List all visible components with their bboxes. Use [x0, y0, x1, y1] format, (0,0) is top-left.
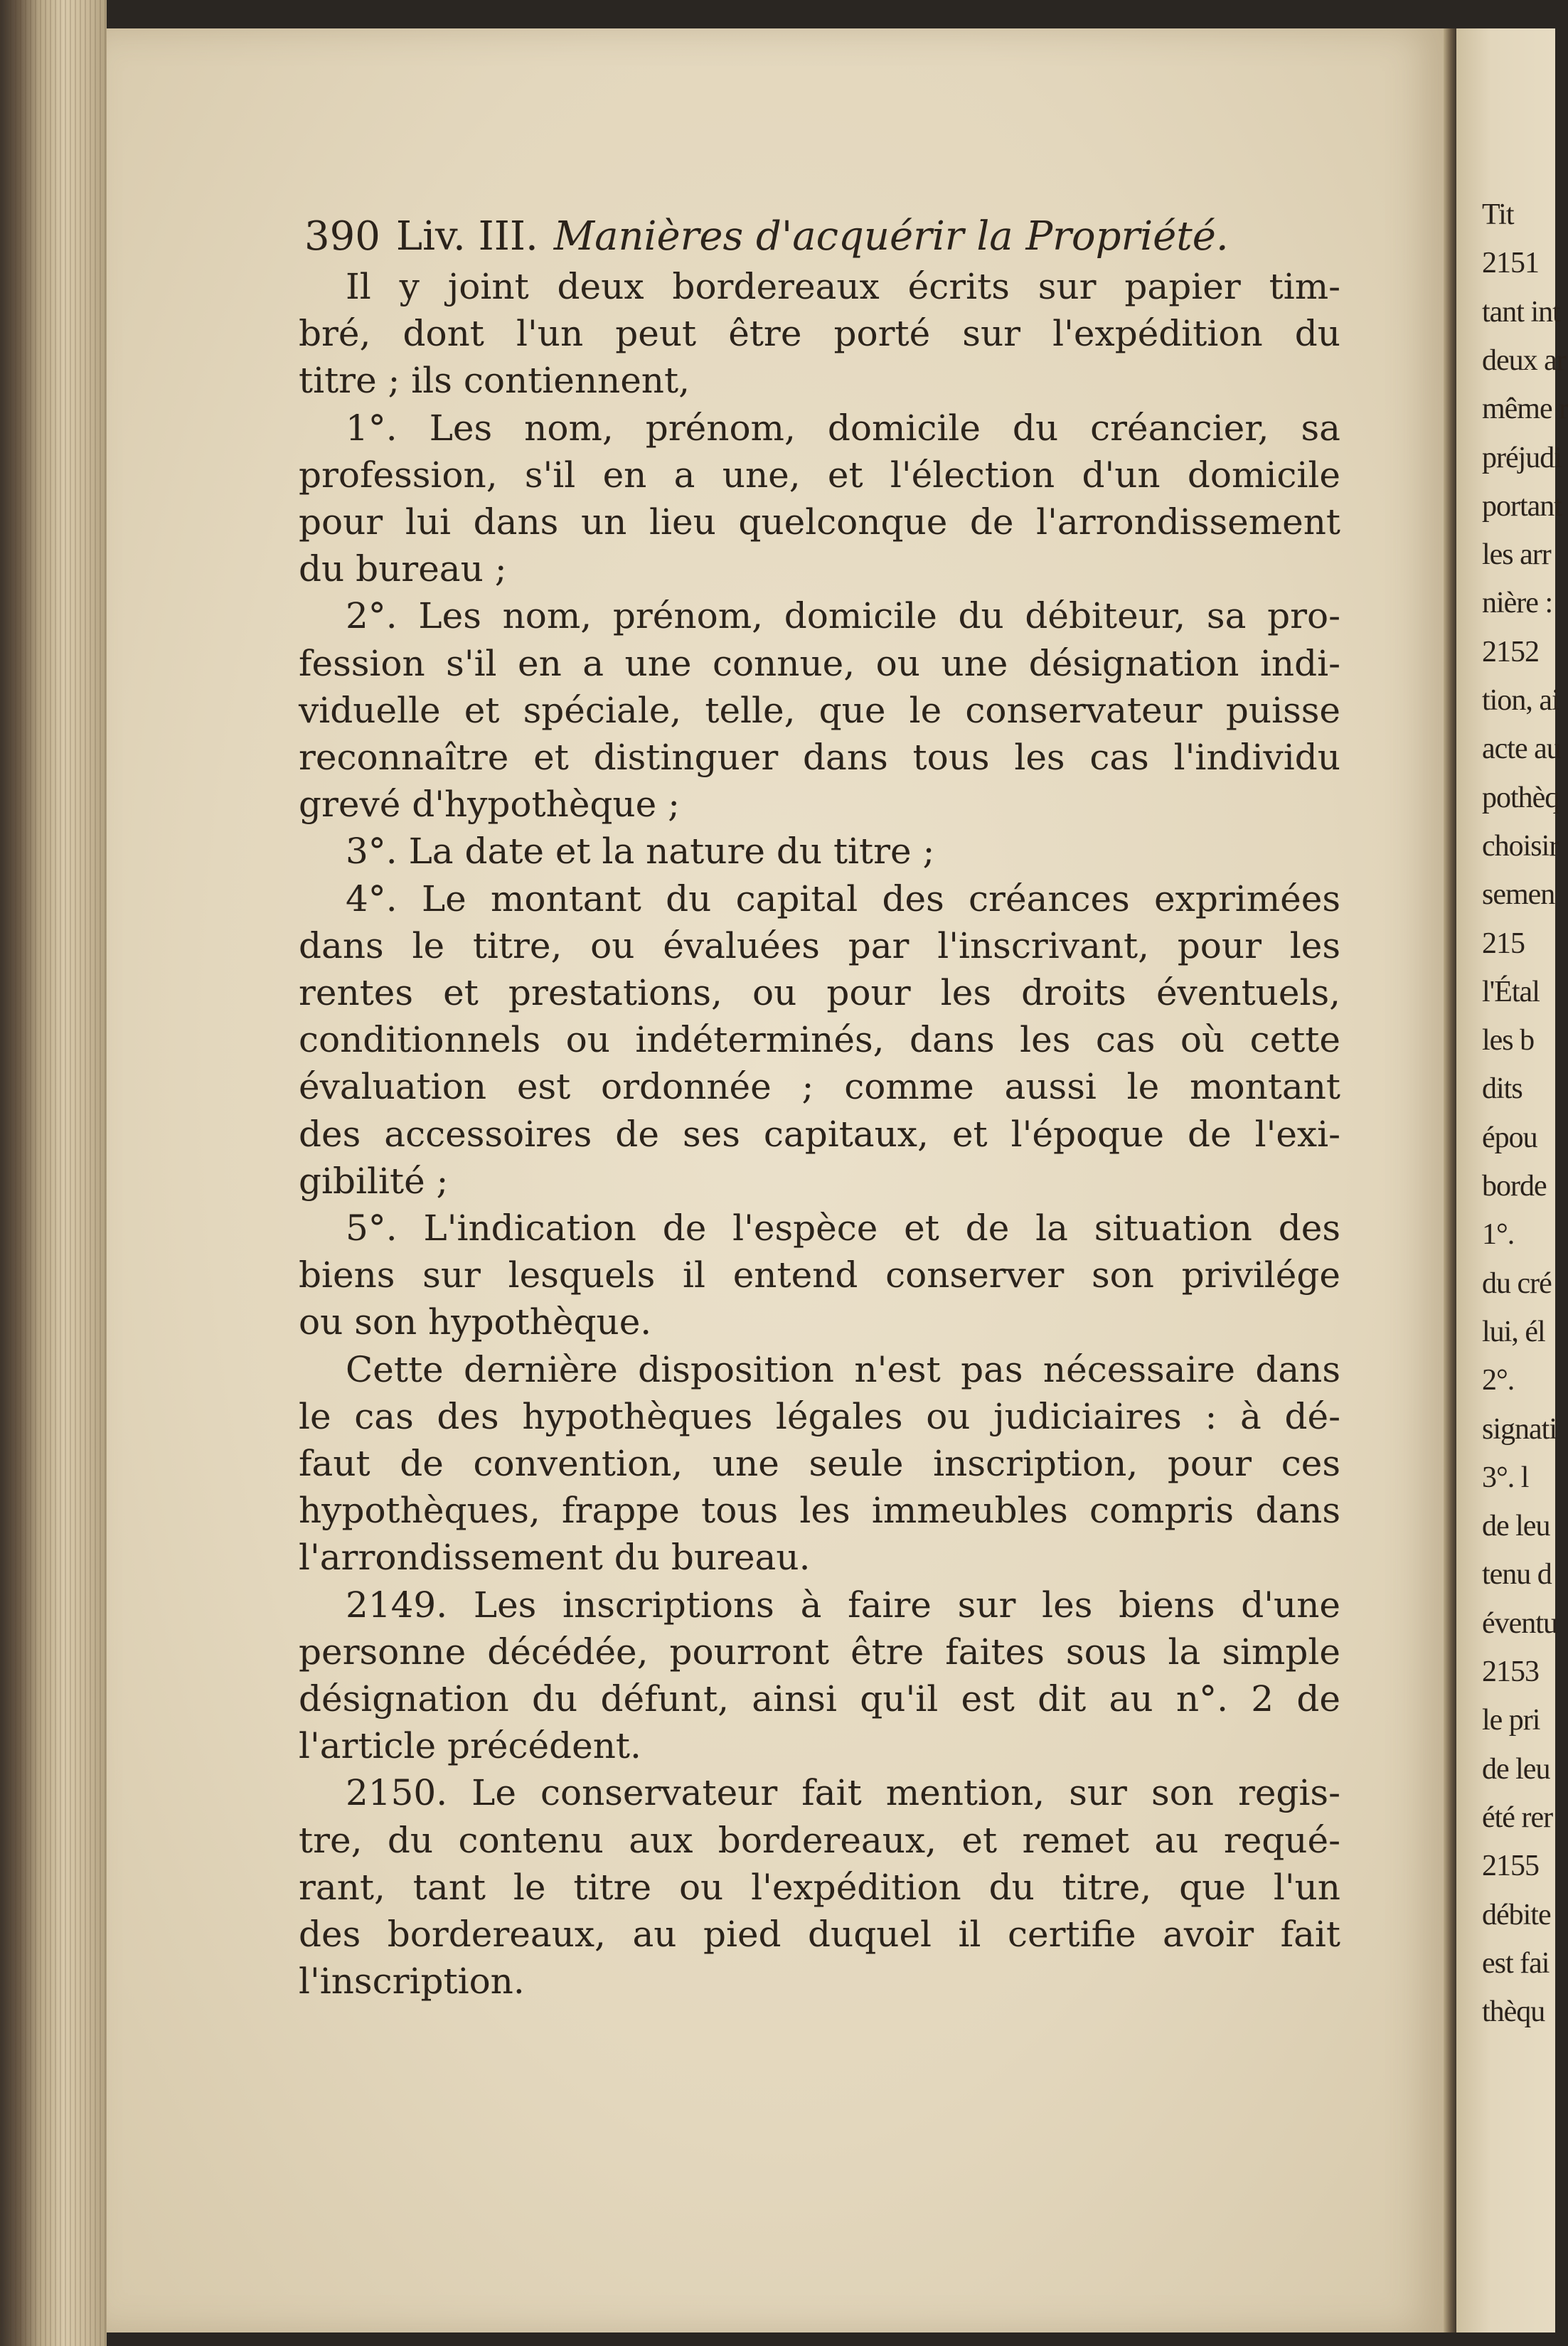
facing-page-fragment: 3°. l — [1482, 1461, 1529, 1494]
facing-page-strip — [1456, 28, 1568, 2332]
text-line: grevé d'hypothèque ; — [299, 784, 680, 826]
text-line: gibilité ; — [299, 1160, 449, 1202]
facing-page-fragment: 2155 — [1482, 1850, 1539, 1883]
facing-page-fragment: nière : — [1482, 587, 1553, 620]
text-line: rentes et prestations, ou pour les droits éventuels, — [299, 972, 1340, 1013]
text-line: personne décédée, pourront être faites sous la simple — [299, 1631, 1340, 1673]
chapter-title: Manières d'acquérir la Propriété. — [553, 213, 1229, 260]
text-line: 5°. L'indication de l'espèce et de la situation des — [346, 1207, 1340, 1249]
facing-page-fragment: tenu d — [1482, 1558, 1552, 1591]
facing-page-fragment: 2°. — [1482, 1364, 1515, 1397]
text-line: pour lui dans un lieu quelconque de l'arrondissement — [299, 501, 1340, 543]
text-line: ou son hypothèque. — [299, 1301, 652, 1343]
text-line: l'inscription. — [299, 1961, 525, 2003]
facing-page-fragment: 1°. — [1482, 1218, 1515, 1252]
facing-page-fragment: choisir — [1482, 829, 1559, 863]
facing-page-fragment: borde — [1482, 1170, 1547, 1203]
text-line: titre ; ils contiennent, — [299, 360, 690, 402]
facing-page-fragment: tant int — [1482, 295, 1560, 329]
text-line: tre, du contenu aux bordereaux, et remet au requé- — [299, 1819, 1340, 1861]
facing-page-fragment: semen — [1482, 878, 1555, 912]
facing-page-fragment: du cré — [1482, 1267, 1552, 1300]
facing-page-fragment: préjudi — [1482, 441, 1562, 474]
facing-page-fragment: de leu — [1482, 1510, 1550, 1543]
facing-page-fragment: épou — [1482, 1121, 1537, 1154]
text-line: des bordereaux, au pied duquel il certifie avoir fait — [299, 1914, 1340, 1955]
text-line: profession, s'il en a une, et l'élection d'un domicile — [299, 454, 1340, 496]
book-gutter — [1444, 28, 1456, 2332]
facing-page-fragment: même r — [1482, 393, 1568, 426]
book-number: Liv. III. — [395, 213, 538, 260]
facing-page-fragment: 2152 — [1482, 635, 1539, 668]
text-line: Il y joint deux bordereaux écrits sur papier tim- — [346, 266, 1340, 307]
text-line: l'arrondissement du bureau. — [299, 1537, 811, 1579]
text-line: des accessoires de ses capitaux, et l'époque de l'exi- — [299, 1113, 1340, 1155]
facing-page-fragment: 2153 — [1482, 1655, 1539, 1688]
text-line: biens sur lesquels il entend conserver son privilége — [299, 1254, 1340, 1296]
facing-page-fragment: 215 — [1482, 927, 1525, 960]
text-line: 2150. Le conservateur fait mention, sur son regis- — [346, 1772, 1340, 1814]
facing-page-fragment: signati — [1482, 1412, 1557, 1446]
page-number: 390 — [304, 213, 380, 260]
facing-page-fragment: Tit — [1482, 198, 1514, 231]
text-line: faut de convention, une seule inscription, pour ces — [299, 1443, 1340, 1484]
text-line: conditionnels ou indéterminés, dans les cas où cette — [299, 1019, 1340, 1061]
facing-page-fragment: débite — [1482, 1898, 1551, 1931]
facing-page-fragment: le pri — [1482, 1704, 1540, 1737]
facing-page-fragment: 2151 — [1482, 247, 1539, 280]
facing-page-fragment: est fai — [1482, 1946, 1550, 1980]
text-line: bré, dont l'un peut être porté sur l'expédition du — [299, 313, 1340, 355]
text-line: 3°. La date et la nature du titre ; — [346, 831, 935, 873]
facing-page-fragment: les b — [1482, 1024, 1535, 1057]
text-line: du bureau ; — [299, 548, 507, 590]
text-line: viduelle et spéciale, telle, que le conservateur puisse — [299, 689, 1340, 731]
text-line: le cas des hypothèques légales ou judiciaires : à dé- — [299, 1395, 1340, 1437]
facing-page-fragment: pothèq — [1482, 781, 1559, 814]
text-line: rant, tant le titre ou l'expédition du titre, que l'un — [299, 1866, 1340, 1908]
facing-page-fragment: l'Étal — [1482, 975, 1540, 1008]
facing-page-fragment: acte au — [1482, 732, 1561, 766]
text-line: l'article précédent. — [299, 1725, 641, 1767]
text-line: Cette dernière disposition n'est pas nécessaire dans — [346, 1348, 1340, 1390]
text-line: hypothèques, frappe tous les immeubles compris dans — [299, 1490, 1340, 1532]
facing-page-fragment: de leu — [1482, 1752, 1550, 1786]
facing-page-fragment: lui, él — [1482, 1315, 1545, 1348]
book-page-edges — [0, 0, 107, 2346]
facing-page-fragment: deux ar — [1482, 343, 1566, 377]
text-line: 2149. Les inscriptions à faire sur les biens d'une — [346, 1584, 1340, 1626]
text-line: 2°. Les nom, prénom, domicile du débiteur, sa pro- — [346, 595, 1340, 637]
facing-page-fragment: été rer — [1482, 1801, 1553, 1834]
facing-page-fragment: éventu — [1482, 1606, 1557, 1640]
facing-page-fragment: dits — [1482, 1072, 1522, 1106]
text-line: dans le titre, ou évaluées par l'inscrivant, pour les — [299, 924, 1340, 966]
text-line: 1°. Les nom, prénom, domicile du créancier, sa — [346, 407, 1340, 449]
text-line: 4°. Le montant du capital des créances exprimées — [346, 878, 1340, 919]
text-line: désignation du défunt, ainsi qu'il est dit au n°. 2 de — [299, 1678, 1340, 1719]
facing-page-fragment: tion, ai — [1482, 684, 1559, 717]
facing-page-fragment: les arr — [1482, 538, 1551, 572]
text-line: reconnaître et distinguer dans tous les cas l'individu — [299, 737, 1340, 778]
facing-page-fragment: thèqu — [1482, 1995, 1545, 2029]
facing-page-fragment: portant — [1482, 489, 1562, 523]
text-line: fession s'il en a une connue, ou une désignation indi- — [299, 642, 1340, 684]
text-line: évaluation est ordonnée ; comme aussi le montant — [299, 1066, 1340, 1108]
